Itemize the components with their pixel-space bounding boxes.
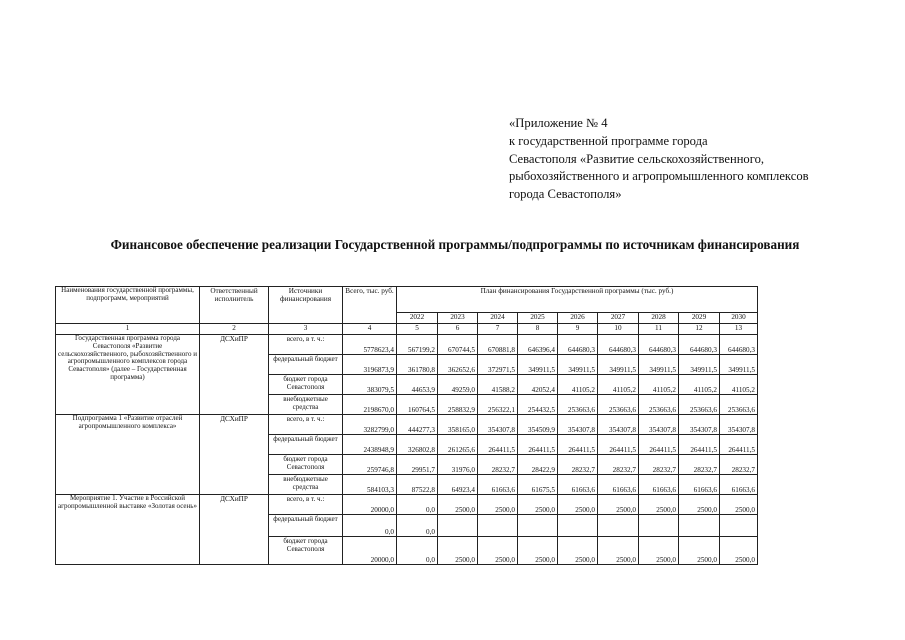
- year-value-cell: 444277,3: [397, 415, 438, 435]
- year-value-cell: 29951,7: [397, 455, 438, 475]
- year-value-cell: 253663,6: [598, 395, 639, 415]
- year-value-cell: 61663,6: [598, 475, 639, 495]
- year-value-cell: 28232,7: [720, 455, 758, 475]
- header-source: Источники финансирования: [269, 287, 343, 324]
- year-value-cell: 261265,6: [438, 435, 478, 455]
- year-value-cell: 670744,5: [438, 335, 478, 355]
- source-cell: всего, в т. ч.:: [269, 335, 343, 355]
- table-row: [56, 335, 758, 355]
- total-cell: 3196873,9: [343, 355, 397, 375]
- year-value-cell: 61663,6: [720, 475, 758, 495]
- year-value-cell: 28232,7: [558, 455, 598, 475]
- year-value-cell: 28232,7: [478, 455, 518, 475]
- header-year: 2029: [679, 313, 720, 324]
- column-number: 4: [343, 324, 397, 335]
- header-executor: Ответственный исполнитель: [200, 287, 269, 324]
- column-number: 3: [269, 324, 343, 335]
- appendix-line: рыбохозяйственного и агропромышленного комплексов: [509, 169, 809, 184]
- year-value-cell: 670881,8: [478, 335, 518, 355]
- year-value-cell: 254432,5: [518, 395, 558, 415]
- total-cell: 20000,0: [343, 495, 397, 515]
- source-cell: федеральный бюджет: [269, 355, 343, 375]
- year-value-cell: 61663,6: [478, 475, 518, 495]
- column-number: 1: [56, 324, 200, 335]
- year-value-cell: 567199,2: [397, 335, 438, 355]
- year-value-cell: 253663,6: [639, 395, 679, 415]
- year-value-cell: 264411,5: [558, 435, 598, 455]
- source-cell: бюджет города Севастополя: [269, 537, 343, 565]
- source-cell: всего, в т. ч.:: [269, 415, 343, 435]
- year-value-cell: 2500,0: [518, 537, 558, 565]
- column-number: 13: [720, 324, 758, 335]
- header-total: Всего, тыс. руб.: [343, 287, 397, 324]
- total-cell: 2198670,0: [343, 395, 397, 415]
- year-value-cell: 2500,0: [639, 537, 679, 565]
- table-row: [56, 495, 758, 515]
- year-value-cell: 41588,2: [478, 375, 518, 395]
- year-value-cell: 28422,9: [518, 455, 558, 475]
- year-value-cell: 2500,0: [478, 495, 518, 515]
- source-cell: всего, в т. ч.:: [269, 495, 343, 515]
- year-value-cell: 0,0: [397, 515, 438, 537]
- year-value-cell: 358165,0: [438, 415, 478, 435]
- year-value-cell: 264411,5: [598, 435, 639, 455]
- year-value-cell: 61663,6: [639, 475, 679, 495]
- year-value-cell: 2500,0: [478, 537, 518, 565]
- column-number: 10: [598, 324, 639, 335]
- year-value-cell: 361780,8: [397, 355, 438, 375]
- year-value-cell: 44653,9: [397, 375, 438, 395]
- header-year: 2028: [639, 313, 679, 324]
- year-value-cell: 41105,2: [679, 375, 720, 395]
- year-value-cell: 42052,4: [518, 375, 558, 395]
- year-value-cell: 2500,0: [720, 537, 758, 565]
- year-value-cell: [518, 515, 558, 537]
- header-year: 2025: [518, 313, 558, 324]
- total-cell: 584103,3: [343, 475, 397, 495]
- year-value-cell: 354307,8: [598, 415, 639, 435]
- year-value-cell: 264411,5: [679, 435, 720, 455]
- header-year: 2023: [438, 313, 478, 324]
- source-cell: внебюджетные средства: [269, 395, 343, 415]
- appendix-line: «Приложение № 4: [509, 116, 608, 130]
- year-value-cell: 61675,5: [518, 475, 558, 495]
- table-row: [56, 415, 758, 435]
- header-year: 2024: [478, 313, 518, 324]
- column-number: 8: [518, 324, 558, 335]
- column-number: 9: [558, 324, 598, 335]
- total-cell: 0,0: [343, 515, 397, 537]
- appendix-line: к государственной программе города: [509, 133, 708, 148]
- year-value-cell: 264411,5: [639, 435, 679, 455]
- year-value-cell: 160764,5: [397, 395, 438, 415]
- year-value-cell: 354307,8: [478, 415, 518, 435]
- executor-cell: ДСХиПР: [200, 415, 269, 495]
- year-value-cell: 41105,2: [639, 375, 679, 395]
- year-value-cell: 2500,0: [558, 495, 598, 515]
- year-value-cell: 354307,8: [679, 415, 720, 435]
- year-value-cell: 354307,8: [639, 415, 679, 435]
- year-value-cell: 2500,0: [598, 537, 639, 565]
- executor-cell: ДСХиПР: [200, 335, 269, 415]
- year-value-cell: [679, 515, 720, 537]
- total-cell: 383079,5: [343, 375, 397, 395]
- total-cell: 3282799,0: [343, 415, 397, 435]
- year-value-cell: 2500,0: [598, 495, 639, 515]
- year-value-cell: 31976,0: [438, 455, 478, 475]
- year-value-cell: 64923,4: [438, 475, 478, 495]
- year-value-cell: 349911,5: [598, 355, 639, 375]
- column-number: 7: [478, 324, 518, 335]
- program-name-cell: Мероприятие 1. Участие в Российской агропромышленной выставке «Золотая осень»: [56, 495, 200, 565]
- year-value-cell: 253663,6: [720, 395, 758, 415]
- year-value-cell: 28232,7: [639, 455, 679, 475]
- appendix-line: города Севастополя»: [509, 187, 622, 202]
- year-value-cell: 349911,5: [720, 355, 758, 375]
- year-value-cell: 349911,5: [558, 355, 598, 375]
- year-value-cell: 326802,8: [397, 435, 438, 455]
- year-value-cell: 2500,0: [639, 495, 679, 515]
- year-value-cell: 264411,5: [478, 435, 518, 455]
- year-value-cell: 87522,8: [397, 475, 438, 495]
- appendix-line: Севастополя «Развитие сельскохозяйственного,: [509, 151, 765, 166]
- year-value-cell: 646396,4: [518, 335, 558, 355]
- year-value-cell: 264411,5: [720, 435, 758, 455]
- year-value-cell: 354509,9: [518, 415, 558, 435]
- year-value-cell: 258832,9: [438, 395, 478, 415]
- year-value-cell: 264411,5: [518, 435, 558, 455]
- year-value-cell: 349911,5: [639, 355, 679, 375]
- program-name-cell: Подпрограмма 1 «Развитие отраслей агропромышленного комплекса»: [56, 415, 200, 495]
- year-value-cell: 253663,6: [558, 395, 598, 415]
- year-value-cell: 644680,3: [720, 335, 758, 355]
- header-name: Наименования государственной программы, подпрограмм, мероприятий: [56, 287, 200, 324]
- appendix-caption: [509, 115, 899, 204]
- year-value-cell: 354307,8: [720, 415, 758, 435]
- year-value-cell: [438, 515, 478, 537]
- year-value-cell: 349911,5: [679, 355, 720, 375]
- year-value-cell: 644680,3: [639, 335, 679, 355]
- header-year: 2026: [558, 313, 598, 324]
- year-value-cell: 2500,0: [720, 495, 758, 515]
- year-value-cell: [720, 515, 758, 537]
- source-cell: бюджет города Севастополя: [269, 375, 343, 395]
- year-value-cell: 362652,6: [438, 355, 478, 375]
- year-value-cell: [639, 515, 679, 537]
- total-cell: 259746,8: [343, 455, 397, 475]
- column-number: 2: [200, 324, 269, 335]
- column-number: 12: [679, 324, 720, 335]
- total-cell: 20000,0: [343, 537, 397, 565]
- executor-cell: ДСХиПР: [200, 495, 269, 565]
- year-value-cell: 2500,0: [518, 495, 558, 515]
- column-number: 11: [639, 324, 679, 335]
- year-value-cell: 2500,0: [679, 537, 720, 565]
- year-value-cell: 644680,3: [679, 335, 720, 355]
- year-value-cell: 372971,5: [478, 355, 518, 375]
- header-year: 2030: [720, 313, 758, 324]
- source-cell: федеральный бюджет: [269, 435, 343, 455]
- year-value-cell: [598, 515, 639, 537]
- source-cell: внебюджетные средства: [269, 475, 343, 495]
- year-value-cell: 61663,6: [679, 475, 720, 495]
- column-number: 5: [397, 324, 438, 335]
- year-value-cell: 28232,7: [679, 455, 720, 475]
- program-name-cell: Государственная программа города Севастополя «Развитие сельскохозяйственного, рыбохозяйственного и агропромышленного комплексов города Севастополя» (далее – Государственная программа): [56, 335, 200, 415]
- year-value-cell: [558, 515, 598, 537]
- header-year: 2022: [397, 313, 438, 324]
- year-value-cell: 0,0: [397, 537, 438, 565]
- source-cell: бюджет города Севастополя: [269, 455, 343, 475]
- header-plan: План финансирования Государственной программы (тыс. руб.): [397, 287, 758, 313]
- year-value-cell: 2500,0: [438, 537, 478, 565]
- column-number: 6: [438, 324, 478, 335]
- year-value-cell: 354307,8: [558, 415, 598, 435]
- document-title: Финансовое обеспечение реализации Государственной программы/подпрограммы по источникам финансирования: [110, 237, 800, 252]
- year-value-cell: 2500,0: [558, 537, 598, 565]
- year-value-cell: 28232,7: [598, 455, 639, 475]
- year-value-cell: 49259,0: [438, 375, 478, 395]
- year-value-cell: 253663,6: [679, 395, 720, 415]
- year-value-cell: [478, 515, 518, 537]
- total-cell: 5778623,4: [343, 335, 397, 355]
- year-value-cell: 0,0: [397, 495, 438, 515]
- year-value-cell: 41105,2: [558, 375, 598, 395]
- year-value-cell: 2500,0: [679, 495, 720, 515]
- year-value-cell: 644680,3: [558, 335, 598, 355]
- year-value-cell: 349911,5: [518, 355, 558, 375]
- financing-table: [55, 286, 758, 565]
- year-value-cell: 41105,2: [598, 375, 639, 395]
- source-cell: федеральный бюджет: [269, 515, 343, 537]
- year-value-cell: 41105,2: [720, 375, 758, 395]
- year-value-cell: 61663,6: [558, 475, 598, 495]
- year-value-cell: 2500,0: [438, 495, 478, 515]
- total-cell: 2438948,9: [343, 435, 397, 455]
- header-year: 2027: [598, 313, 639, 324]
- year-value-cell: 256322,1: [478, 395, 518, 415]
- year-value-cell: 644680,3: [598, 335, 639, 355]
